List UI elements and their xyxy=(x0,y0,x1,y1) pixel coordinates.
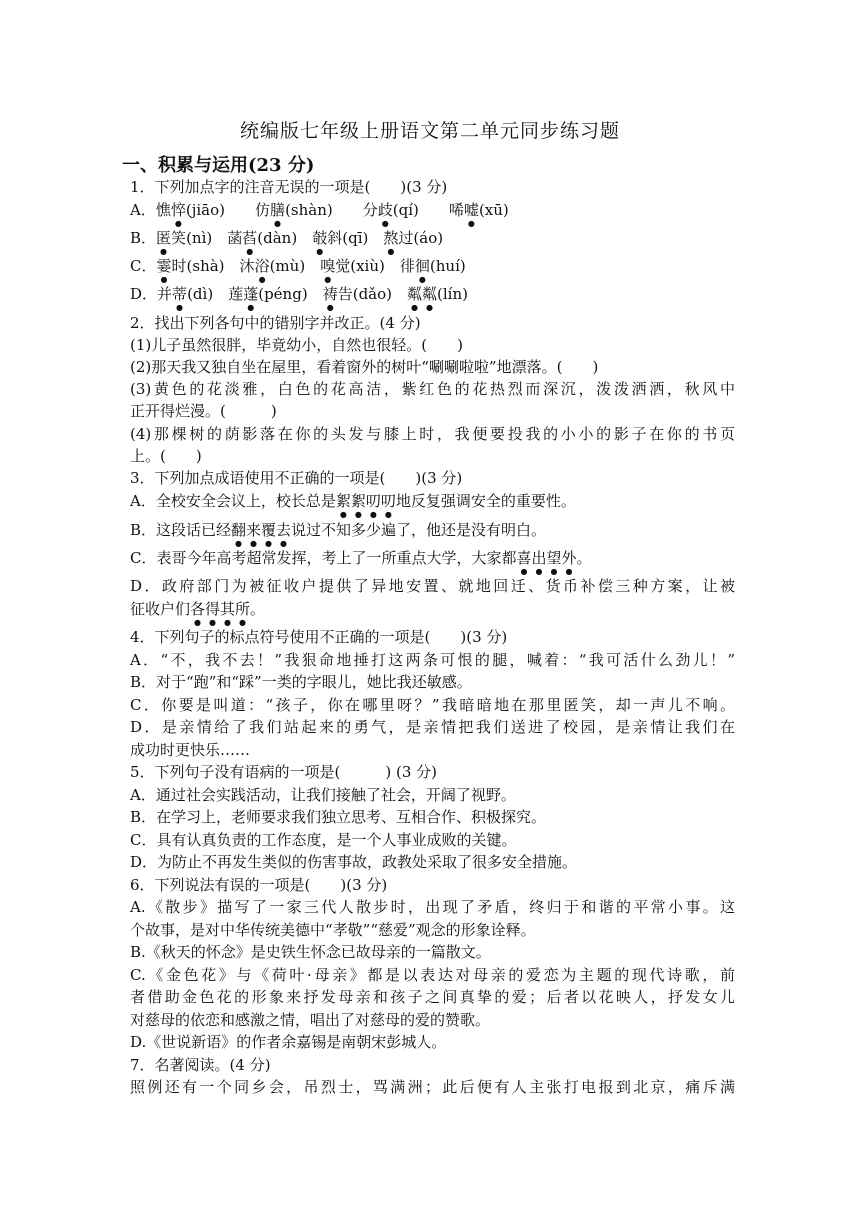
q3-option-d-line-1: D．政府部门为被征收户提供了异地安置、就地回迁、货币补偿三种方案，让被 xyxy=(130,577,735,595)
word-char: 斜 xyxy=(327,229,343,247)
dotted-char: 粼粼 xyxy=(407,285,438,303)
word-char: 菡 xyxy=(227,229,243,247)
text: C．表哥今年高考超常发挥，考上了一所重点大学，大家都 xyxy=(130,549,517,567)
q3-option-c xyxy=(130,548,735,576)
q6-option-c-line-3: 对慈母的依恋和感激之情，唱出了对慈母的爱的赞歌。 xyxy=(130,1011,491,1029)
dotted-char: 蓬 xyxy=(243,285,259,303)
q3-stem: 3．下列加点成语使用不正确的一项是( )(3 分) xyxy=(130,469,463,487)
word-char: 过 xyxy=(398,229,414,247)
q5-option-b: B．在学习上，老师要求我们独立思考、互相合作、积极探究。 xyxy=(130,808,547,826)
q2-sentence-2: (2)那天我又独自坐在屋里，看着窗外的树叶“唰唰啦啦”地漂落。( ) xyxy=(130,358,599,376)
q2-sentence-3-line-1: (3)黄色的花淡雅，白色的花高洁，紫红色的花热烈而深沉，泼泼洒洒，秋风中 xyxy=(130,380,735,398)
q1-option-d xyxy=(130,284,735,312)
q6-stem: 6．下列说法有误的一项是( )(3 分) xyxy=(130,876,388,894)
q4-option-a: A．“不，我不去！”我狠命地捶打这两条可恨的腿，喊着：“我可活什么劲儿！” xyxy=(130,651,735,669)
q2-sentence-1: (1)儿子虽然很胖，毕竟幼小，自然也很轻。( ) xyxy=(130,336,463,354)
option-label: B． xyxy=(130,229,157,247)
pinyin: (lín) xyxy=(437,285,468,303)
pinyin: (jiāo) xyxy=(185,201,226,219)
word-char: 憔 xyxy=(155,201,171,219)
text: B．这段话已经 xyxy=(130,521,232,539)
q2-sentence-4-line-2: 上。( ) xyxy=(130,447,202,465)
word-char: 并 xyxy=(157,285,173,303)
dotted-idiom: 各得其所 xyxy=(190,600,251,618)
q4-option-c: C．你要是叫道：“孩子，你在哪里呀？”我暗暗地在那里匿笑，却一声儿不响。 xyxy=(130,696,735,714)
dotted-char: 祷 xyxy=(322,285,338,303)
q5-option-a: A．通过社会实践活动，让我们接触了社会，开阔了视野。 xyxy=(130,786,516,804)
text: 说过不知多少遍了，他还是没有明白。 xyxy=(291,521,547,539)
q4-option-b: B．对于“跑”和“踩”一类的字眼儿，她比我还敏感。 xyxy=(130,673,472,691)
word-char: 笑 xyxy=(171,229,187,247)
dotted-char: 霎 xyxy=(156,257,172,275)
dotted-char: 徊 xyxy=(414,257,430,275)
pinyin: (shà) xyxy=(186,257,225,275)
word-char: 沐 xyxy=(239,257,255,275)
q6-option-a-line-2: 个故事，是对中华传统美德中“孝敬”“慈爱”观念的形象诠释。 xyxy=(130,921,536,939)
q4-option-d-line-2: 成功时更快乐…… xyxy=(130,741,251,759)
q3-option-b xyxy=(130,520,735,548)
word-char: 时 xyxy=(171,257,187,275)
dotted-char: 蒂 xyxy=(172,285,188,303)
text: 地反复强调安全的重要性。 xyxy=(395,492,576,510)
dotted-char: 熬 xyxy=(383,229,399,247)
q4-option-d-line-1: D．是亲情给了我们站起来的勇气，是亲情把我们送进了校园，是亲情让我们在 xyxy=(130,718,735,736)
pinyin: (mù) xyxy=(269,257,306,275)
q1-option-c xyxy=(130,256,735,284)
q3-option-a xyxy=(130,491,735,519)
q6-option-c-line-2: 者借助金色花的形象来抒发母亲和孩子之间真挚的爱；后者以花映人，抒发女儿 xyxy=(130,988,735,1006)
q6-option-c-line-1: C.《金色花》与《荷叶·母亲》都是以表达对母亲的爱恋为主题的现代诗歌，前 xyxy=(130,966,735,984)
q1-option-a xyxy=(130,200,735,228)
q2-sentence-4-line-1: (4)那棵树的荫影落在你的头发与膝上时，我便要投我的小小的影子在你的书页 xyxy=(130,425,735,443)
word-char: 徘 xyxy=(399,257,415,275)
pinyin: (áo) xyxy=(413,229,444,247)
pinyin: (péng) xyxy=(258,285,308,303)
pinyin: (nì) xyxy=(186,229,213,247)
dotted-char: 歧 xyxy=(377,201,393,219)
word-char: 莲 xyxy=(228,285,244,303)
q7-passage-line-1: 照例还有一个同乡会，吊烈士，骂满洲；此后便有人主张打电报到北京，痛斥满 xyxy=(130,1078,735,1096)
option-label: A． xyxy=(130,201,156,219)
dotted-char: 萏 xyxy=(242,229,258,247)
text: 。 xyxy=(576,549,592,567)
word-char: 分 xyxy=(362,201,378,219)
pinyin: (shàn) xyxy=(285,201,333,219)
pinyin: (dǎo) xyxy=(352,285,392,303)
q7-stem: 7．名著阅读。(4 分) xyxy=(130,1056,271,1074)
dotted-char: 膳 xyxy=(270,201,286,219)
q2-stem: 2．找出下列各句中的错别字并改正。(4 分) xyxy=(130,314,421,332)
pinyin: (dàn) xyxy=(257,229,298,247)
dotted-char: 嗅 xyxy=(320,257,336,275)
pinyin: (xū) xyxy=(478,201,509,219)
text: 征收户们 xyxy=(130,600,191,618)
section-heading: 一、积累与运用(23 分) xyxy=(122,155,315,176)
option-label: C． xyxy=(130,257,157,275)
pinyin: (qí) xyxy=(392,201,419,219)
option-label: D． xyxy=(130,285,158,303)
page-title: 统编版七年级上册语文第二单元同步练习题 xyxy=(239,120,620,142)
pinyin: (huí) xyxy=(429,257,466,275)
dotted-char: 嘘 xyxy=(463,201,479,219)
q6-option-d: D.《世说新语》的作者余嘉锡是南朝宋彭城人。 xyxy=(130,1033,447,1051)
pinyin: (xiù) xyxy=(350,257,385,275)
q5-option-d: D．为防止不再发生类似的伤害事故，政教处采取了很多安全措施。 xyxy=(130,853,578,871)
q2-sentence-3-line-2: 正开得烂漫。( ) xyxy=(130,402,277,420)
text: A．全校安全会议上，校长总是 xyxy=(130,492,336,510)
dotted-char: 匿 xyxy=(156,229,172,247)
word-char: 仿 xyxy=(255,201,271,219)
q3-option-d-line-2 xyxy=(130,599,735,627)
q6-option-b: B.《秋天的怀念》是史铁生怀念已故母亲的一篇散文。 xyxy=(130,943,491,961)
word-char: 觉 xyxy=(335,257,351,275)
dotted-idiom: 絮絮叨叨 xyxy=(335,492,396,510)
q1-stem: 1．下列加点字的注音无误的一项是( )(3 分) xyxy=(130,178,448,196)
q6-option-a-line-1: A.《散步》描写了一家三代人散步时，出现了矛盾，终归于和谐的平常小事。这 xyxy=(130,898,735,916)
text: 。 xyxy=(250,600,266,618)
dotted-idiom: 喜出望外 xyxy=(516,549,577,567)
dotted-idiom: 翻来覆去 xyxy=(231,521,292,539)
q1-option-b xyxy=(130,228,735,256)
q5-option-c: C．具有认真负责的工作态度，是一个人事业成败的关键。 xyxy=(130,831,517,849)
q5-stem: 5．下列句子没有语病的一项是( ) (3 分) xyxy=(130,763,438,781)
dotted-char: 攲 xyxy=(312,229,328,247)
dotted-char: 浴 xyxy=(254,257,270,275)
word-char: 唏 xyxy=(448,201,464,219)
q4-stem: 4．下列句子的标点符号使用不正确的一项是( )(3 分) xyxy=(130,628,508,646)
pinyin: (dì) xyxy=(187,285,214,303)
dotted-char: 悴 xyxy=(170,201,186,219)
word-char: 告 xyxy=(337,285,353,303)
pinyin: (qī) xyxy=(342,229,369,247)
